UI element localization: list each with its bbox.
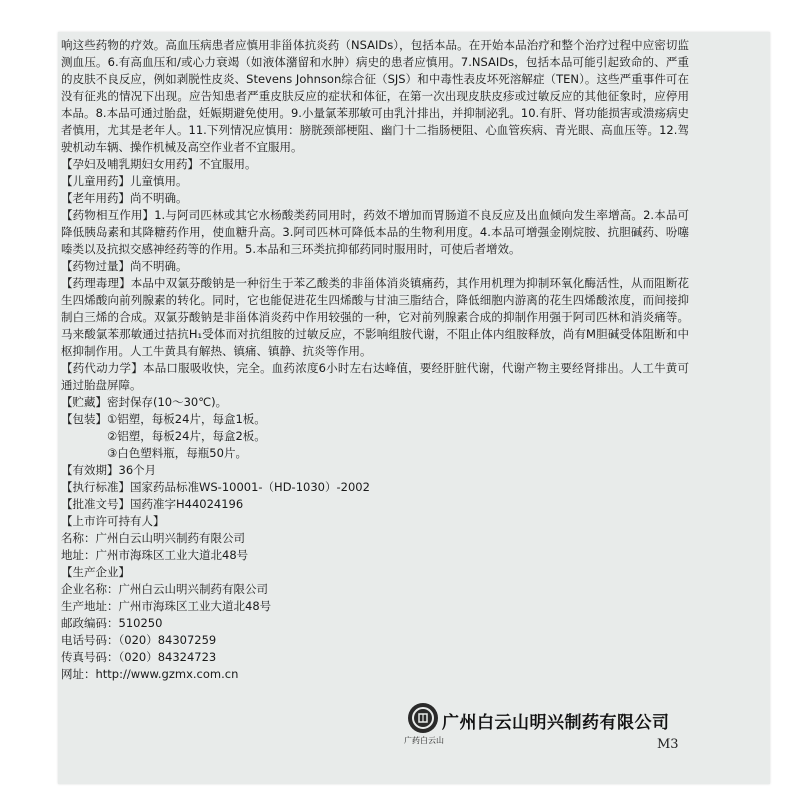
section-overdose bbox=[61, 258, 689, 275]
interactions-heading: 【药物相互作用】 bbox=[61, 208, 155, 222]
elderly-heading: 【老年用药】 bbox=[61, 191, 130, 205]
pharmacology-text: 本品中双氯芬酸钠是一种衍生于苯乙酸类的非甾体消炎镇痛药，其作用机理为抑制环氧化酶活性，从而阻断花生四烯酸向前列腺素的转化。同时，它也能促进花生四烯酸与甘油三脂结合，降低细胞内游离的花生四烯酸浓度，而间接抑制白三烯的合成。双氯芬酸钠是非甾体消炎药中作用较强的一种，它对前列腺素合成的抑制作用强于阿司匹林和消炎痛等。马来酸氯苯那敏通过拮抗H₁受体而对抗组胺的过敏反应，不影响组胺代谢，不阻止体内组胺释放，尚有M胆碱受体阻断和中枢抑制作用。人工牛黄具有解热、镇痛、镇静、抗炎等作用。 bbox=[61, 276, 689, 358]
packaging-line-3: ③白色塑料瓶，每瓶50片。 bbox=[107, 446, 247, 460]
overdose-text: 尚不明确。 bbox=[130, 259, 188, 273]
company-logo-icon bbox=[408, 703, 438, 733]
manufacturer-website-row bbox=[61, 666, 689, 683]
mah-name: 名称：广州白云山明兴制药有限公司 bbox=[61, 531, 245, 545]
section-mah bbox=[61, 513, 689, 530]
manufacturer-phone-row bbox=[61, 632, 689, 649]
leaflet-text bbox=[61, 37, 689, 683]
section-pharmacology bbox=[61, 275, 689, 360]
interactions-text: 1.与阿司匹林或其它水杨酸类药同用时，药效不增加而胃肠道不良反应及出血倾向发生率增高。2.本品可降低胰岛素和其降糖药作用，使血糖升高。3.阿司匹林可降低本品的生物利用度。4.本品可增强金刚烷胺、抗胆碱药、吩噻嗪类以及抗拟交感神经药等的作用。5.本品和三环类抗抑郁药同时服用时，可使后者增效。 bbox=[61, 208, 689, 256]
pregnancy-text: 不宜服用。 bbox=[199, 157, 257, 171]
storage-heading: 【贮藏】 bbox=[61, 395, 107, 409]
mah-address: 地址：广州市海珠区工业大道北48号 bbox=[61, 548, 249, 562]
document-code: M3 bbox=[657, 737, 679, 752]
company-name: 广州白云山明兴制药有限公司 bbox=[442, 713, 670, 733]
pharmacology-heading: 【药理毒理】 bbox=[61, 276, 131, 290]
pharmacokinetics-text: 本品口服吸收快，完全。血药浓度6小时左右达峰值，要经肝脏代谢，代谢产物主要经肾排出。人工牛黄可通过胎盘屏障。 bbox=[61, 361, 690, 392]
pharmacokinetics-heading: 【药代动力学】 bbox=[61, 361, 143, 375]
section-approval bbox=[61, 496, 689, 513]
manufacturer-heading: 【生产企业】 bbox=[61, 565, 130, 579]
section-standard bbox=[61, 479, 689, 496]
packaging-line-2-row bbox=[61, 428, 689, 445]
logo-caption: 广药白云山 bbox=[404, 736, 444, 745]
standard-heading: 【执行标准】 bbox=[61, 480, 130, 494]
children-text: 儿童慎用。 bbox=[130, 174, 188, 188]
storage-text: 密封保存(10～30℃)。 bbox=[107, 395, 228, 409]
validity-text: 36个月 bbox=[118, 463, 157, 477]
section-pregnancy bbox=[61, 156, 689, 173]
company-footer bbox=[404, 703, 708, 755]
packaging-line-2: ②铝塑，每板24片，每盒2板。 bbox=[107, 429, 266, 443]
section-storage bbox=[61, 394, 689, 411]
mah-heading: 【上市许可持有人】 bbox=[61, 514, 165, 528]
mah-address-row bbox=[61, 547, 689, 564]
precautions-continued: 响这些药物的疗效。高血压病患者应慎用非甾体抗炎药（NSAIDs），包括本品。在开始本品治疗和整个治疗过程中应密切监测血压。6.有高血压和/或心力衰竭（如液体潴留和水肿）病史的患者应慎用。7.NSAIDs，包括本品可能引起致命的、严重的皮肤不良反应，例如剥脱性皮炎、Stevens Johnson综合征（SJS）和中毒性表皮坏死溶解症（TEN）。这些严重事件可在没有征兆的情况下出现。应告知患者严重皮肤反应的症状和体征，在第一次出现皮肤皮疹或过敏反应的其他征象时，应停用本品。8.本品可通过胎盘，妊娠期避免使用。9.小量氯苯那敏可由乳汁排出，并抑制泌乳。10.有肝、肾功能损害或溃疡病史者慎用，尤其是老年人。11.下列情况应慎用：膀胱颈部梗阻、幽门十二指肠梗阻、心血管疾病、青光眼、高血压等。12.驾驶机动车辆、操作机械及高空作业者不宜服用。 bbox=[61, 38, 689, 154]
section-elderly bbox=[61, 190, 689, 207]
approval-text: 国药准字H44024196 bbox=[130, 497, 244, 511]
validity-heading: 【有效期】 bbox=[61, 463, 119, 477]
section-children bbox=[61, 173, 689, 190]
manufacturer-name-row bbox=[61, 581, 689, 598]
packaging-line-3-row bbox=[61, 445, 689, 462]
manufacturer-fax-row bbox=[61, 649, 689, 666]
manufacturer-name: 企业名称：广州白云山明兴制药有限公司 bbox=[61, 582, 268, 596]
logo-mark-icon bbox=[417, 712, 429, 724]
mah-name-row bbox=[61, 530, 689, 547]
children-heading: 【儿童用药】 bbox=[61, 174, 130, 188]
section-validity bbox=[61, 462, 689, 479]
manufacturer-phone: 电话号码：（020）84307259 bbox=[61, 633, 217, 647]
manufacturer-address-row bbox=[61, 598, 689, 615]
logo-ring bbox=[412, 707, 434, 729]
approval-heading: 【批准文号】 bbox=[61, 497, 130, 511]
pregnancy-heading: 【孕妇及哺乳期妇女用药】 bbox=[61, 157, 199, 171]
manufacturer-fax: 传真号码：（020）84324723 bbox=[61, 650, 217, 664]
manufacturer-postcode-row bbox=[61, 615, 689, 632]
section-interactions bbox=[61, 207, 689, 258]
manufacturer-postcode: 邮政编码：510250 bbox=[61, 616, 163, 630]
manufacturer-address: 生产地址：广州市海珠区工业大道北48号 bbox=[61, 599, 272, 613]
manufacturer-website: 网址：http://www.gzmx.com.cn bbox=[61, 667, 239, 681]
packaging-heading: 【包装】 bbox=[61, 412, 107, 426]
section-packaging bbox=[61, 411, 689, 428]
packaging-line-1: ①铝塑，每板24片，每盒1板。 bbox=[107, 412, 266, 426]
elderly-text: 尚不明确。 bbox=[130, 191, 188, 205]
overdose-heading: 【药物过量】 bbox=[61, 259, 130, 273]
section-manufacturer bbox=[61, 564, 689, 581]
standard-text: 国家药品标准WS-10001-（HD-1030）-2002 bbox=[130, 480, 370, 494]
section-pharmacokinetics bbox=[61, 360, 689, 394]
